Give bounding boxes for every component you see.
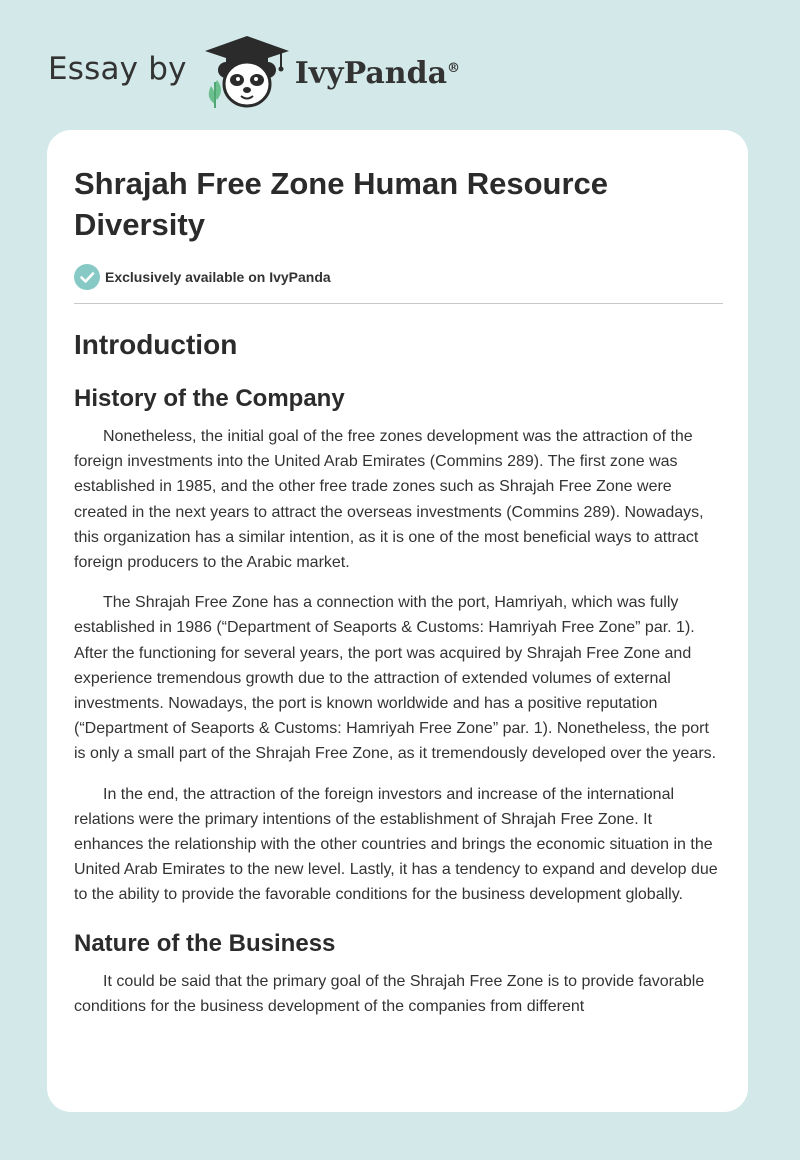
nature-paragraph-1: It could be said that the primary goal of the Shrajah Free Zone is to provide favorable conditions for the business development of the companies from different [74,972,705,1015]
history-paragraph-2: The Shrajah Free Zone has a connection with the port, Hamriyah, which was fully established in 1986 (“Department of Seaports & Customs: Hamriyah Free Zone” par. 1). After the functioning for several years, the port was acquired by Shrajah Free Zone and experience tremendous growth due to the attraction of extended volumes of external investments. Nowadays, the port is known worldwide and has a positive reputation (“Department of Seaports & Customs: Hamriyah Free Zone” par. 1). Nonetheless, the port is only a small part of the Shrajah Free Zone, as it tremendously developed over the years. [74,594,717,763]
essay-title: Shrajah Free Zone Human Resource Diversity [74,166,609,242]
history-paragraph-1: Nonetheless, the initial goal of the free zones development was the attraction of the foreign investments into the United Arab Emirates (Commins 289). The first zone was established in 1985, and the other free trade zones such as Shrajah Free Zone were created in the next years to attract the overseas investments (Commins 289). Nowadays, this organization has a similar intention, as it is one of the most beneficial ways to attract foreign producers to the Arabic market. [74,428,704,572]
panda-graduate-icon [201,34,293,110]
brand-name: IvyPanda® [294,55,461,91]
essay-content [74,163,724,1019]
history-paragraph-3: In the end, the attraction of the foreign investors and increase of the international relations were the primary intentions of the establishment of Shrajah Free Zone. It enhances the relationship with the other countries and brings the economic situation in the United Arab Emirates to the new level. Lastly, it has a tendency to expand and develop due to the ability to provide the favorable conditions for the business development globally. [74,785,718,904]
nature-heading: Nature of the Business [74,929,336,957]
registered-mark: ® [447,60,461,76]
exclusive-badge [74,263,724,291]
title-divider [74,303,723,304]
history-heading: History of the Company [74,385,345,412]
site-brand[interactable] [48,34,460,110]
check-circle-icon [74,264,100,290]
essay-card [47,130,748,1112]
introduction-heading: Introduction [74,329,238,360]
exclusive-badge-text: Exclusively available on IvyPanda [105,269,331,285]
brand-prefix: Essay by [48,51,187,87]
